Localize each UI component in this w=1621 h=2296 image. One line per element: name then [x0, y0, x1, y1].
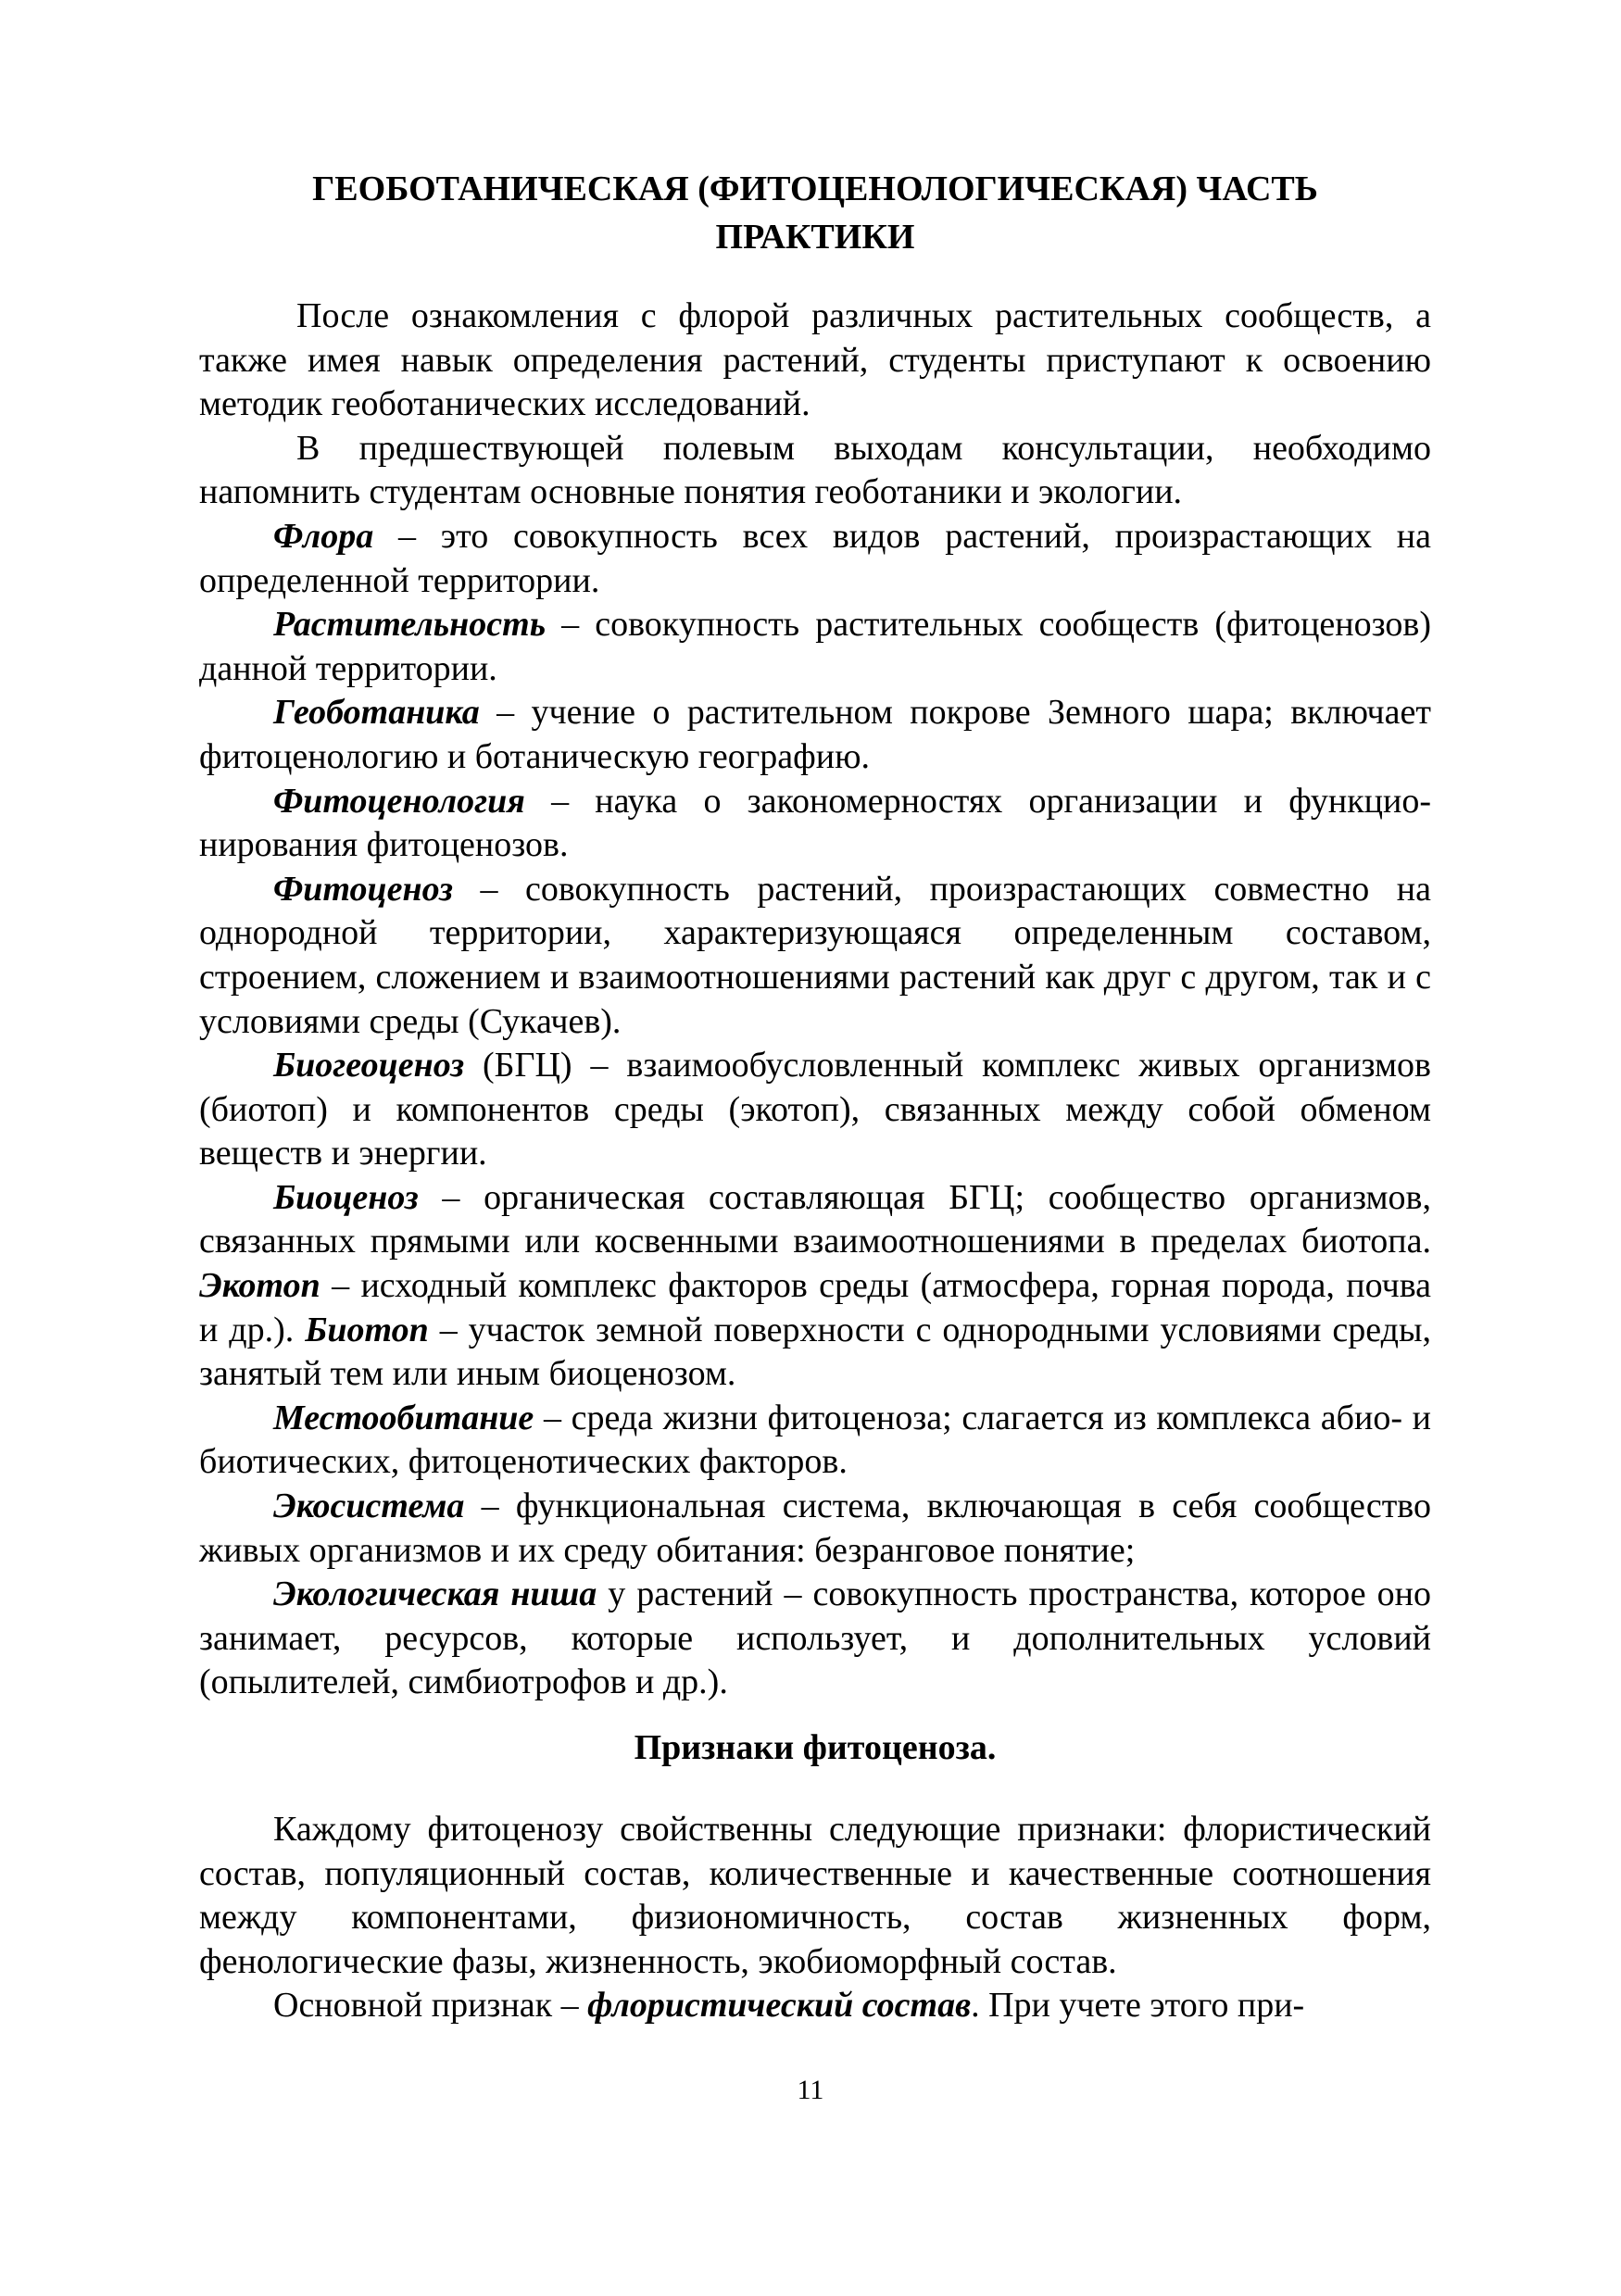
definition-text: – среда жизни фитоценоза; слагается из комплекса абио- и биотических, фитоценотических факторов.: [199, 1398, 1431, 1482]
main-text: [199, 295, 1431, 1705]
term-ecotop: Экотоп: [199, 1266, 320, 1306]
section-text: [199, 1808, 1431, 2028]
definition-biocenosis: [199, 1176, 1431, 1397]
term-floristic-composition: флористический состав: [587, 1986, 972, 2026]
title-line-2: ПРАКТИКИ: [715, 218, 915, 257]
title-line-1: ГЕОБОТАНИЧЕСКАЯ (ФИТОЦЕНОЛОГИЧЕСКАЯ) ЧАСТЬ: [312, 169, 1318, 208]
definition-text: – функциональная система, включающая в себя сообщество живых организмов и их среду обитания: безранговое понятие;: [199, 1487, 1431, 1570]
term-geobotany: Геоботаника: [273, 693, 480, 733]
term-biocenosis: Биоценоз: [273, 1177, 419, 1217]
term-habitat: Местообитание: [273, 1398, 534, 1437]
definition-text: – это совокупность всех видов растений, произрастающих на определенной территории.: [199, 516, 1431, 600]
definition-biogeocenosis: [199, 1044, 1431, 1176]
definition-ecosystem: [199, 1485, 1431, 1573]
definition-vegetation: [199, 603, 1431, 691]
definition-phytocenosis: [199, 868, 1431, 1044]
definition-text: – учение о растительном покрове Земного шара; включает фитоценологию и ботаническую географию.: [199, 693, 1431, 776]
section-paragraph-2: [199, 1984, 1431, 2028]
definition-ecological-niche: [199, 1573, 1431, 1705]
definition-text: – исходный комплекс факторов среды (атмосфера, горная порода, почва и др.).: [199, 1266, 1431, 1349]
term-phytocenosis: Фитоценоз: [273, 869, 453, 909]
term-phytocenology: Фитоценология: [273, 781, 525, 821]
definition-flora: [199, 515, 1431, 603]
term-biogeocenosis: Биогеоценоз: [273, 1046, 465, 1085]
definition-text: – участок земной поверхности с однородными условиями среды, занятый тем или иным биоценозом.: [199, 1310, 1431, 1394]
intro-paragraph-2: В предшествующей полевым выходам консультации, необходимо напомнить студентам основные понятия геоботаники и экологии.: [199, 428, 1431, 512]
intro-paragraph-1: После ознакомления с флорой различных растительных сообществ, а также имея навык определения растений, студенты приступают к освоению методик геоботанических исследований.: [199, 296, 1431, 424]
definition-text: – органическая составляющая БГЦ; сообщество организмов, связанных прямыми или косвенными взаимоотношениями в пределах биотопа.: [199, 1177, 1431, 1261]
section-paragraph-1: Каждому фитоценозу свойственны следующие признаки: флористический состав, популяционный состав, количественные и качественные соотношения между компонентами, физиономичность, состав жизненных форм, фенологические фазы, жизненность, экобиоморфный состав.: [199, 1810, 1431, 1981]
definition-habitat: [199, 1397, 1431, 1485]
term-biotop: Биотоп: [305, 1310, 429, 1349]
term-vegetation: Растительность: [273, 605, 547, 645]
definition-text: – совокупность растительных сообществ (фитоценозов) данной территории.: [199, 605, 1431, 688]
definition-text: у растений – совокупность пространства, которое оно занимает, ресурсов, которые использует, и дополнительных условий (опылителей, симбиотрофов и др.).: [199, 1575, 1431, 1702]
paragraph-end: . При учете этого при-: [971, 1986, 1305, 2026]
definition-text: – совокупность растений, произрастающих совместно на однородной территории, характеризующаяся определенным составом, строением, сложением и взаимоотношениями растений как друг с другом, так и с условиями среды (Сукачев).: [199, 869, 1431, 1041]
term-ecosystem: Экосистема: [273, 1487, 465, 1526]
definition-phytocenology: [199, 780, 1431, 868]
term-ecological-niche: Экологическая ниша: [273, 1575, 597, 1614]
page-number: 11: [797, 2075, 824, 2105]
definition-geobotany: [199, 691, 1431, 779]
definition-text: (БГЦ) – взаимообусловленный комплекс живых организмов (биотоп) и компонентов среды (экотоп), связанных между собой обменом веществ и энергии.: [199, 1046, 1431, 1173]
definition-text: – наука о закономерностях организации и функционирования фитоценозов.: [199, 781, 1431, 865]
section-heading: Признаки фитоценоза.: [634, 1728, 997, 1767]
term-flora: Флора: [273, 516, 374, 556]
page-title: [204, 165, 1426, 261]
paragraph-start: Основной признак –: [273, 1986, 588, 2026]
